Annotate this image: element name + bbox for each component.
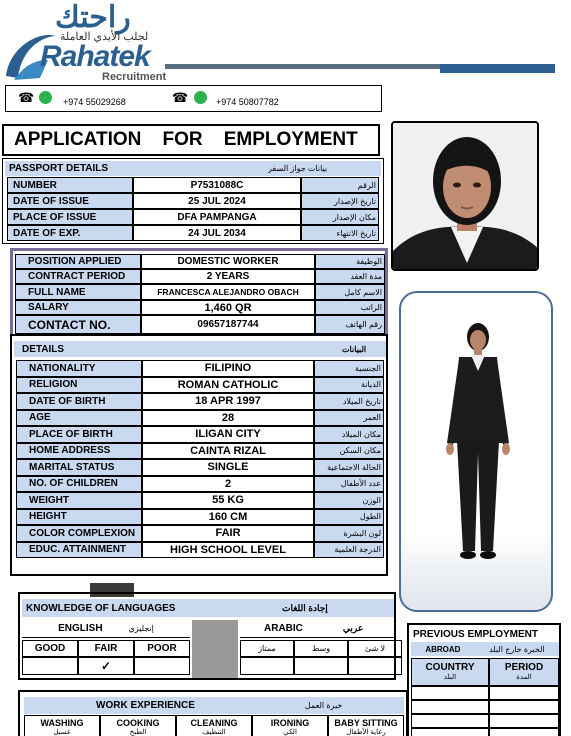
language-level-ar: وسط <box>294 640 348 657</box>
language-divider <box>192 620 238 678</box>
position-label-ar: الاسم كامل <box>315 284 385 300</box>
passport-label: PLACE OF ISSUE <box>7 209 133 225</box>
position-label-ar: مدة العقد <box>315 269 385 284</box>
position-label: CONTACT NO. <box>15 315 141 334</box>
position-value: 1,460 QR <box>141 300 315 315</box>
prev-emp-period-cell[interactable] <box>489 686 559 700</box>
previous-employment-section <box>407 623 561 736</box>
passport-value: 25 JUL 2024 <box>133 193 301 209</box>
details-label-ar: عدد الأطفال <box>314 476 384 493</box>
details-label: NO. OF CHILDREN <box>16 476 142 493</box>
passport-label-ar: الرقم <box>301 177 379 193</box>
position-label: CONTRACT PERIOD <box>15 269 141 284</box>
details-label-ar: مكان السكن <box>314 443 384 460</box>
languages-heading-ar: إجادة اللغات <box>282 602 328 613</box>
details-label-ar: تاريخ الميلاد <box>314 393 384 410</box>
details-label: HOME ADDRESS <box>16 443 142 460</box>
prev-emp-country-cell[interactable] <box>411 700 489 714</box>
full-body-image <box>401 293 553 612</box>
passport-label-ar: تاريخ الانتهاء <box>301 225 379 241</box>
arabic-label: ARABIC عربي <box>240 620 394 638</box>
details-label: WEIGHT <box>16 492 142 509</box>
details-label-ar: الدرجة العلمية <box>314 542 384 559</box>
phone-number-1: +974 55029268 <box>63 97 126 107</box>
work-exp-label-ar: غسيل <box>53 729 71 736</box>
details-label: NATIONALITY <box>16 360 142 377</box>
work-exp-label-ar: التنظيف <box>202 729 226 736</box>
phone-number-2: +974 50807782 <box>216 97 279 107</box>
passport-label-ar: تاريخ الإصدار <box>301 193 379 209</box>
position-label: POSITION APPLIED <box>15 254 141 269</box>
logo-name: Rahatek <box>40 40 150 73</box>
position-value: 09657187744 <box>141 315 315 334</box>
details-label: HEIGHT <box>16 509 142 526</box>
whatsapp-icon <box>39 91 52 104</box>
details-value: SINGLE <box>142 459 314 476</box>
prev-emp-period-cell[interactable] <box>489 728 559 736</box>
work-exp-label: BABY SITTING <box>334 718 398 728</box>
phone-icon: ☎ <box>18 90 35 105</box>
language-checkbox[interactable] <box>22 657 78 675</box>
details-label-ar: لون البشرة <box>314 525 384 542</box>
work-exp-item <box>24 715 100 736</box>
language-level-en: FAIR <box>78 640 134 657</box>
passport-section <box>2 158 384 244</box>
details-label: EDUC. ATTAINMENT <box>16 542 142 559</box>
details-value: FILIPINO <box>142 360 314 377</box>
work-exp-item <box>328 715 404 736</box>
language-checkbox[interactable]: ✓ <box>78 657 134 675</box>
whatsapp-icon <box>194 91 207 104</box>
details-label: MARITAL STATUS <box>16 459 142 476</box>
details-value: FAIR <box>142 525 314 542</box>
passport-label: DATE OF ISSUE <box>7 193 133 209</box>
details-value: 55 KG <box>142 492 314 509</box>
work-exp-heading: WORK EXPERIENCE خبرة العمل <box>24 697 404 714</box>
work-exp-label: IRONING <box>270 718 310 728</box>
position-value: DOMESTIC WORKER <box>141 254 315 269</box>
prev-emp-period-cell[interactable] <box>489 700 559 714</box>
company-logo <box>0 0 170 86</box>
language-checkbox[interactable] <box>348 657 402 675</box>
language-checkbox[interactable] <box>240 657 294 675</box>
work-exp-label: CLEANING <box>190 718 238 728</box>
prev-emp-subheading: ABROAD الخبرة خارج البلد <box>411 642 559 656</box>
position-label-ar: الوظيفة <box>315 254 385 269</box>
position-value: 2 YEARS <box>141 269 315 284</box>
details-label-ar: مكان الميلاد <box>314 426 384 443</box>
details-value: ROMAN CATHOLIC <box>142 377 314 394</box>
logo-subtitle: Recruitment <box>102 71 167 83</box>
passport-value: 24 JUL 2034 <box>133 225 301 241</box>
language-level-en: GOOD <box>22 640 78 657</box>
details-value: 2 <box>142 476 314 493</box>
passport-label-ar: مكان الإصدار <box>301 209 379 225</box>
language-level-ar: ممتاز <box>240 640 294 657</box>
position-label-ar: رقم الهاتف <box>315 315 385 334</box>
passport-label: DATE OF EXP. <box>7 225 133 241</box>
details-value: HIGH SCHOOL LEVEL <box>142 542 314 559</box>
details-value: 160 CM <box>142 509 314 526</box>
applicant-headshot <box>391 121 539 271</box>
languages-section <box>18 592 396 680</box>
details-label-ar: العمر <box>314 410 384 427</box>
language-level-ar: لا شئ <box>348 640 402 657</box>
prev-emp-country-cell[interactable] <box>411 686 489 700</box>
details-label: DATE OF BIRTH <box>16 393 142 410</box>
phone-icon: ☎ <box>172 90 189 105</box>
work-exp-label-ar: الطبخ <box>129 729 147 736</box>
english-label: ENGLISH إنجليزي <box>22 620 190 638</box>
work-exp-item <box>252 715 328 736</box>
details-label-ar: الطول <box>314 509 384 526</box>
work-exp-label-ar: الكي <box>283 729 297 736</box>
languages-heading: KNOWLEDGE OF LANGUAGES <box>22 599 394 617</box>
prev-emp-heading: PREVIOUS EMPLOYMENT <box>413 628 539 640</box>
headshot-image <box>393 123 539 271</box>
passport-value: P7531088C <box>133 177 301 193</box>
details-label-ar: الوزن <box>314 492 384 509</box>
details-label: COLOR COMPLEXION <box>16 525 142 542</box>
details-label: RELIGION <box>16 377 142 394</box>
details-heading-ar: البيانات <box>342 344 367 354</box>
form-title: APPLICATION FOR EMPLOYMENT <box>2 124 380 156</box>
prev-emp-country-cell[interactable] <box>411 728 489 736</box>
work-exp-label: WASHING <box>40 718 84 728</box>
prev-emp-country-header: COUNTRY البلد <box>411 658 489 686</box>
details-value: CAINTA RIZAL <box>142 443 314 460</box>
details-value: ILIGAN CITY <box>142 426 314 443</box>
details-label-ar: الديانة <box>314 377 384 394</box>
position-value: FRANCESCA ALEJANDRO OBACH <box>141 284 315 300</box>
passport-label: NUMBER <box>7 177 133 193</box>
applicant-full-photo <box>399 291 553 612</box>
language-checkbox[interactable] <box>294 657 348 675</box>
prev-emp-country-cell[interactable] <box>411 714 489 728</box>
work-exp-item <box>100 715 176 736</box>
phone-bar <box>5 85 382 112</box>
position-label-ar: الراتب <box>315 300 385 315</box>
language-checkbox[interactable] <box>134 657 190 675</box>
header-stripe-accent <box>440 64 555 73</box>
details-label: PLACE OF BIRTH <box>16 426 142 443</box>
passport-heading-ar: بيانات جواز السفر <box>268 164 328 173</box>
prev-emp-period-cell[interactable] <box>489 714 559 728</box>
passport-value: DFA PAMPANGA <box>133 209 301 225</box>
work-exp-label: COOKING <box>116 718 160 728</box>
prev-emp-period-header: PERIOD المدة <box>489 658 559 686</box>
details-label-ar: الجنسية <box>314 360 384 377</box>
details-section <box>10 334 388 576</box>
position-label: SALARY <box>15 300 141 315</box>
work-exp-item <box>176 715 252 736</box>
logo-arabic-tagline: لجلب الأيدي العاملة <box>60 31 149 43</box>
position-label: FULL NAME <box>15 284 141 300</box>
details-label: AGE <box>16 410 142 427</box>
work-exp-label-ar: رعاية الأطفال <box>346 729 386 736</box>
work-experience-section <box>18 690 408 736</box>
position-section <box>10 248 388 336</box>
details-value: 18 APR 1997 <box>142 393 314 410</box>
language-level-en: POOR <box>134 640 190 657</box>
details-label-ar: الحالة الاجتماعية <box>314 459 384 476</box>
passport-heading: PASSPORT DETAILS <box>5 161 381 176</box>
details-heading: DETAILS <box>14 341 386 357</box>
details-value: 28 <box>142 410 314 427</box>
logo-arabic-name: راحتك <box>55 0 131 35</box>
